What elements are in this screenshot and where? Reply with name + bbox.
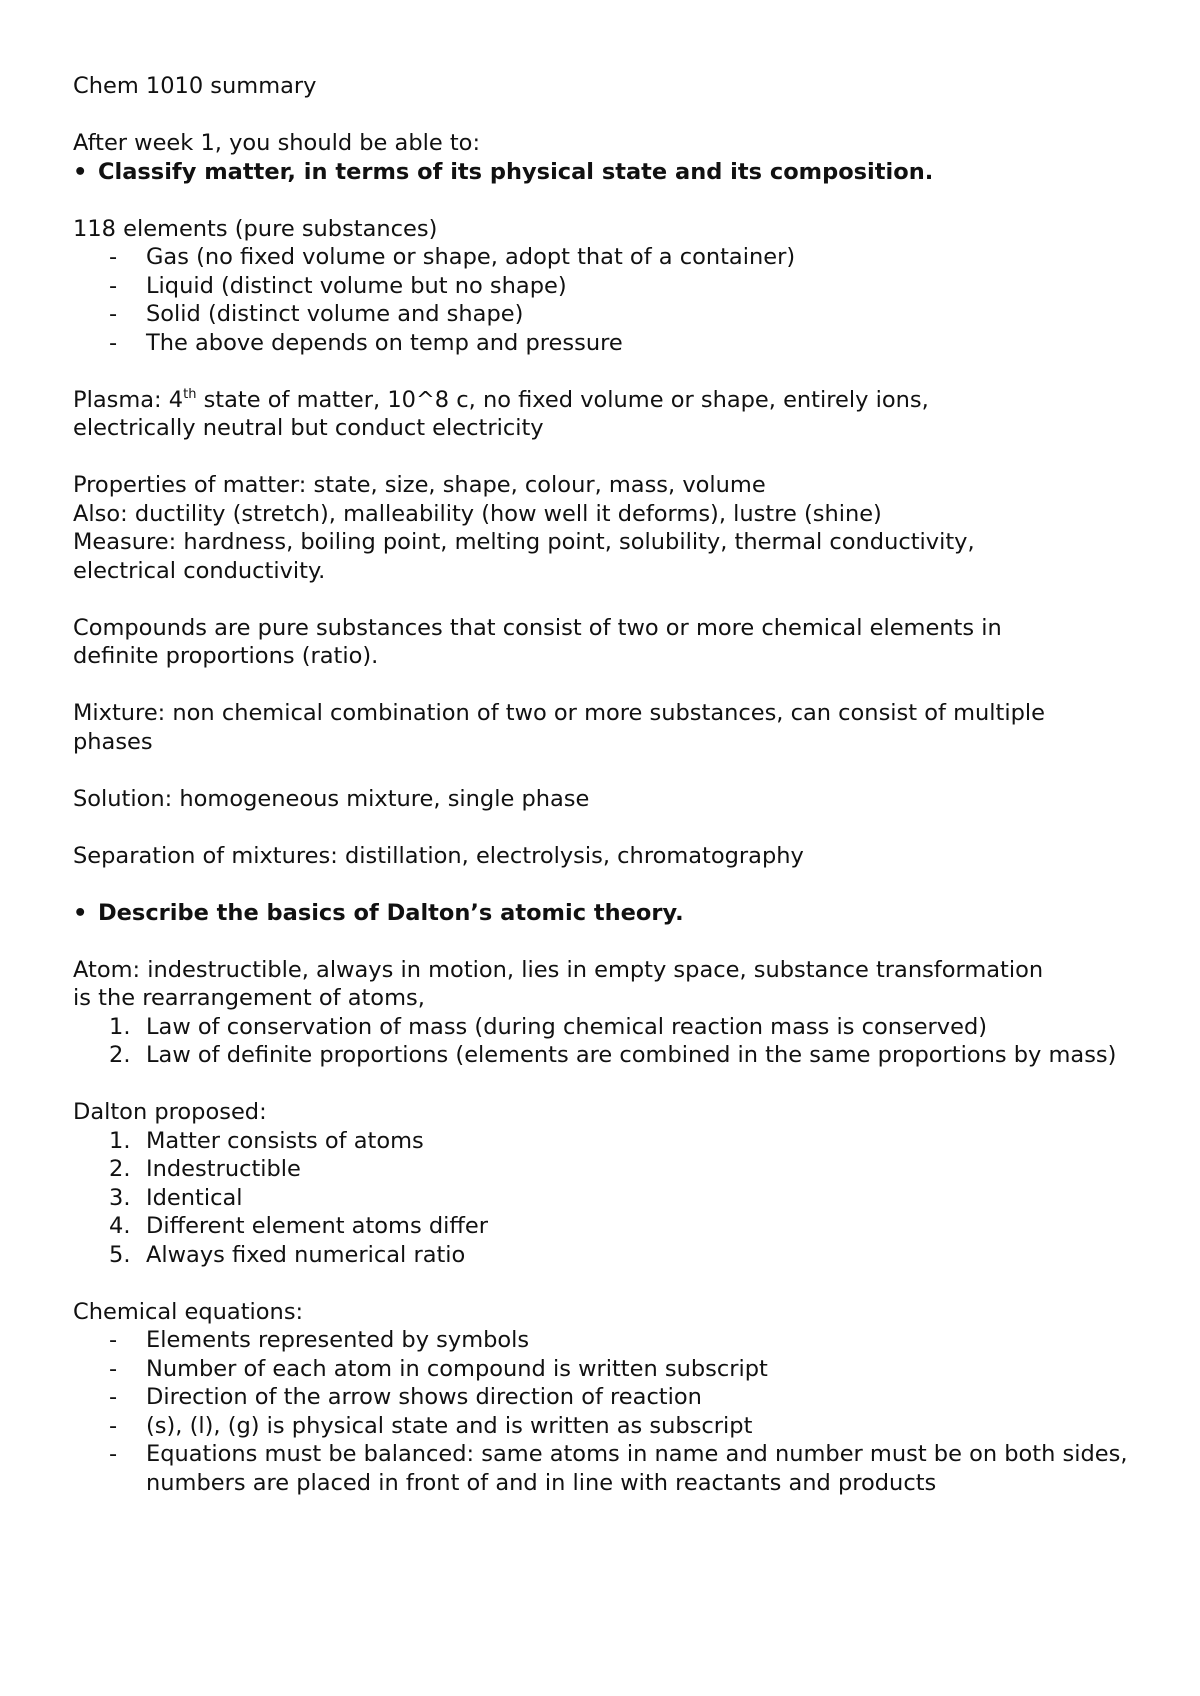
list-item	[73, 1041, 1143, 1070]
plasma-prefix: Plasma: 4	[73, 386, 184, 413]
properties-line-3: Measure: hardness, boiling point, melting point, solubility, thermal conductivity,	[73, 529, 975, 555]
list-item	[73, 329, 1143, 358]
list-item-text: Different element atoms differ	[146, 1213, 488, 1239]
objective-2-text: Describe the basics of Dalton’s atomic theory.	[98, 899, 684, 926]
atom-line-2: is the rearrangement of atoms,	[73, 985, 425, 1011]
list-item	[73, 272, 1143, 301]
number-marker: 4.	[109, 1213, 131, 1239]
list-item	[73, 1326, 1143, 1355]
spacer	[73, 870, 1143, 899]
list-item-text: Law of conservation of mass (during chemical reaction mass is conserved)	[146, 1013, 988, 1040]
dash-marker: -	[109, 1355, 118, 1382]
number-marker: 1.	[109, 1013, 131, 1040]
dash-marker: -	[109, 301, 118, 327]
spacer	[73, 1269, 1143, 1298]
list-item-text: Liquid (distinct volume but no shape)	[146, 272, 567, 299]
spacer	[73, 357, 1143, 386]
list-item-text: Identical	[146, 1184, 243, 1211]
dash-marker: -	[109, 329, 118, 356]
list-item-text: Direction of the arrow shows direction of reaction	[146, 1384, 702, 1410]
separation-line: Separation of mixtures: distillation, electrolysis, chromatography	[73, 842, 804, 869]
compounds-line-2: definite proportions (ratio).	[73, 643, 379, 669]
list-item-text: (s), (l), (g) is physical state and is written as subscript	[146, 1412, 753, 1439]
spacer	[73, 1070, 1143, 1099]
spacer	[73, 927, 1143, 956]
dash-marker: -	[109, 272, 118, 299]
number-marker: 1.	[109, 1127, 131, 1154]
list-item	[73, 1383, 1143, 1412]
list-item-text: Equations must be balanced: same atoms in name and number must be on both sides, numbers are placed in front of and in line with reactants and products	[146, 1441, 1128, 1496]
properties-line-4: electrical conductivity.	[73, 557, 326, 584]
list-item-text: Solid (distinct volume and shape)	[146, 301, 524, 327]
list-item-text: Elements represented by symbols	[146, 1327, 530, 1353]
dash-marker: -	[109, 1327, 118, 1353]
list-item	[73, 1155, 1143, 1184]
list-item-text: Number of each atom in compound is written subscript	[146, 1355, 768, 1382]
mixture-line-1: Mixture: non chemical combination of two or more substances, can consist of multiple	[73, 700, 1045, 726]
equations-list	[73, 1326, 1143, 1497]
atom-line-1: Atom: indestructible, always in motion, lies in empty space, substance transformation	[73, 956, 1044, 983]
spacer	[73, 101, 1143, 130]
bullet-icon: •	[73, 158, 88, 185]
spacer	[73, 756, 1143, 785]
equations-heading: Chemical equations:	[73, 1298, 304, 1325]
list-item-text: Always fixed numerical ratio	[146, 1241, 466, 1268]
dash-marker: -	[109, 244, 118, 270]
list-item	[73, 300, 1143, 329]
number-marker: 2.	[109, 1042, 131, 1068]
list-item	[73, 1127, 1143, 1156]
list-item-text: Gas (no fixed volume or shape, adopt that of a container)	[146, 244, 796, 270]
list-item	[73, 1440, 1143, 1497]
list-item-text: Law of definite proportions (elements are combined in the same proportions by mass)	[146, 1042, 1117, 1068]
dash-marker: -	[109, 1384, 118, 1410]
elements-heading: 118 elements (pure substances)	[73, 215, 438, 242]
number-marker: 3.	[109, 1184, 131, 1211]
list-item	[73, 1412, 1143, 1441]
list-item	[73, 1355, 1143, 1384]
list-item-text: The above depends on temp and pressure	[146, 329, 623, 356]
plasma-superscript: th	[183, 386, 197, 402]
objective-1	[73, 158, 1143, 187]
plasma-rest: state of matter, 10^8 c, no fixed volume or shape, entirely ions,	[196, 386, 929, 413]
plasma-line-2: electrically neutral but conduct electricity	[73, 415, 544, 441]
dash-marker: -	[109, 1412, 118, 1439]
dash-marker: -	[109, 1441, 118, 1467]
intro-text: After week 1, you should be able to:	[73, 130, 481, 156]
spacer	[73, 671, 1143, 700]
dalton-heading: Dalton proposed:	[73, 1099, 267, 1125]
list-item	[73, 243, 1143, 272]
properties-line-1: Properties of matter: state, size, shape, colour, mass, volume	[73, 472, 766, 498]
solution-line: Solution: homogeneous mixture, single phase	[73, 785, 590, 812]
dalton-list	[73, 1127, 1143, 1270]
spacer	[73, 585, 1143, 614]
list-item	[73, 1241, 1143, 1270]
properties-line-2: Also: ductility (stretch), malleability (how well it deforms), lustre (shine)	[73, 500, 882, 527]
document-title: Chem 1010 summary	[73, 73, 317, 99]
document-page	[73, 72, 1143, 1497]
objective-1-text: Classify matter, in terms of its physical state and its composition.	[98, 158, 934, 185]
compounds-line-1: Compounds are pure substances that consist of two or more chemical elements in	[73, 614, 1002, 641]
list-item	[73, 1184, 1143, 1213]
spacer	[73, 443, 1143, 472]
laws-list	[73, 1013, 1143, 1070]
objective-2	[73, 899, 1143, 928]
bullet-icon: •	[73, 899, 88, 926]
number-marker: 5.	[109, 1241, 131, 1268]
number-marker: 2.	[109, 1156, 131, 1182]
list-item	[73, 1212, 1143, 1241]
spacer	[73, 813, 1143, 842]
mixture-line-2: phases	[73, 728, 153, 755]
list-item-text: Matter consists of atoms	[146, 1127, 424, 1154]
elements-list	[73, 243, 1143, 357]
list-item-text: Indestructible	[146, 1156, 301, 1182]
list-item	[73, 1013, 1143, 1042]
spacer	[73, 186, 1143, 215]
plasma-line-1	[73, 386, 1143, 415]
